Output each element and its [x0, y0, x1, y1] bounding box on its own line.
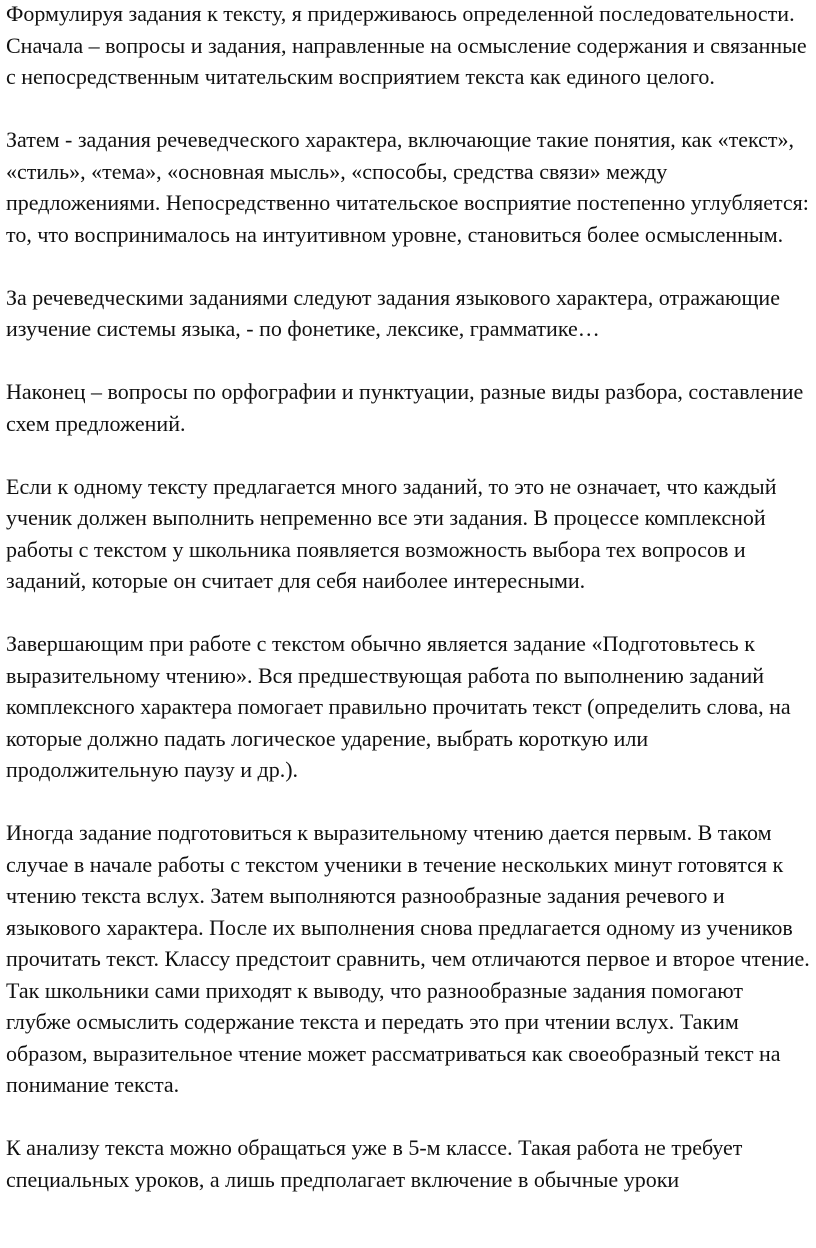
paragraph-expressive-reading: Завершающим при работе с текстом обычно является задание «Подготовьтесь к выразительному чтению». Вся предшествующая работа по выполнению заданий комплексного характера помогает правильно прочитать текст (определить слова, на которые должно падать логическое ударение, выбрать короткую или продолжительную паузу и др.). — [6, 631, 791, 782]
paragraph-reading-first: Иногда задание подготовиться к выразительному чтению дается первым. В таком случае в начале работы с текстом ученики в течение нескольких минут готовятся к чтению текста вслух. Затем выполняются разнообразные задания речевого и языкового характера. После их выполнения снова предлагается одному из учеников прочитать текст. Классу предстоит сравнить, чем отличаются первое и второе чтение. Так школьники сами приходят к выводу, что разнообразные задания помогают глубже осмыслить содержание текста и передать это при чтении вслух. Таким образом, выразительное чтение может рассматриваться как своеобразный текст на понимание текста. — [6, 820, 810, 1097]
paragraph-speech-tasks: Затем - задания речеведческого характера, включающие такие понятия, как «текст», «стиль», «тема», «основная мысль», «способы, средства связи» между предложениями. Непосредственно читательское восприятие постепенно углубляется: то, что воспринималось на интуитивном уровне, становиться более осмысленным. — [6, 127, 809, 247]
paragraph-language-tasks: За речеведческими заданиями следуют задания языкового характера, отражающие изучение системы языка, - по фонетике, лексике, грамматике… — [6, 284, 780, 341]
paragraph-task-sequence: Формулируя задания к тексту, я придерживаюсь определенной последовательности. Сначала – вопросы и задания, направленные на осмысление содержания и связанные с непосредственным читательским восприятием текста как единого целого. — [6, 1, 807, 89]
paragraph-orthography-tasks: Наконец – вопросы по орфографии и пунктуации, разные виды разбора, составление схем предложений. — [6, 379, 804, 436]
paragraph-task-choice: Если к одному тексту предлагается много заданий, то это не означает, что каждый ученик должен выполнить непременно все эти задания. В процессе комплексной работы с текстом у школьника появляется возможность выбора тех вопросов и заданий, которые он считает для себя наиболее интересными. — [6, 473, 777, 593]
paragraph-text-analysis: К анализу текста можно обращаться уже в 5-м классе. Такая работа не требует специальных уроков, а лишь предполагает включение в обычные уроки — [6, 1135, 743, 1192]
